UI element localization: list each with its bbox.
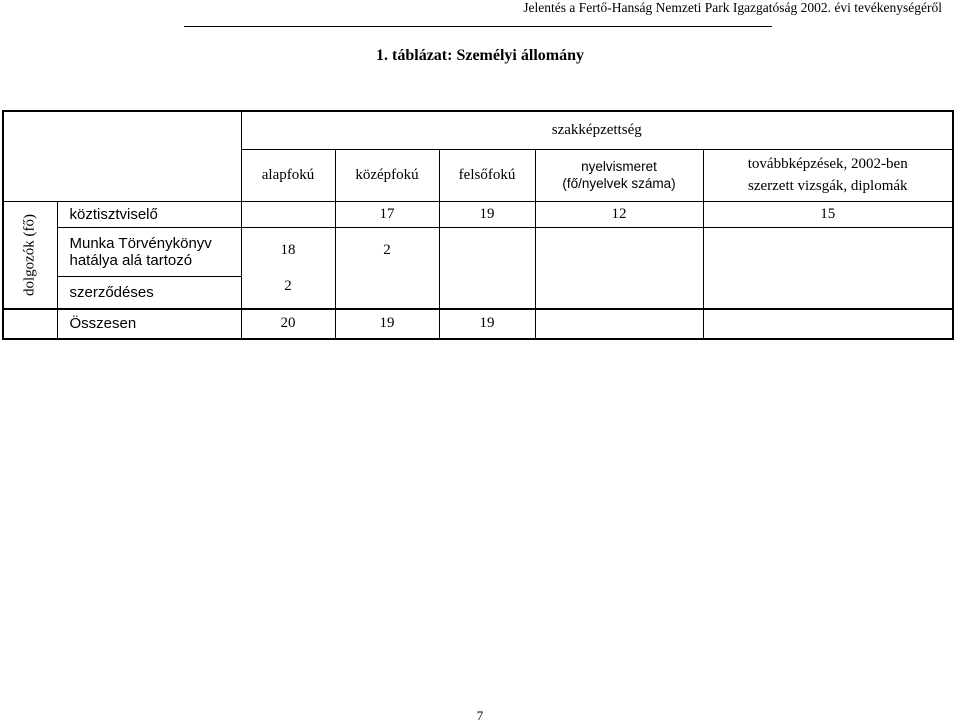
col-header-nyelvismeret-line1: nyelvismeret <box>581 159 657 174</box>
corner-cell <box>3 111 57 149</box>
col-header-tovabbkepzesek-line2: szerzett vizsgák, diplomák <box>747 178 908 194</box>
cell-munka-nyelv <box>535 227 703 309</box>
cell-koztisztviselo-alapfoku <box>241 201 335 227</box>
cell-munka-alapfoku <box>241 227 335 309</box>
corner-cell-label-lower <box>57 149 241 201</box>
cell-koztisztviselo-felsofoku: 19 <box>439 201 535 227</box>
total-spacer-cell <box>3 309 57 339</box>
cell-munka-tovabb <box>703 227 953 309</box>
corner-cell-label <box>57 111 241 149</box>
row-label-szerzodeses: szerződéses <box>57 277 241 309</box>
cell-szerzodeses-alapfoku: 2 <box>284 277 292 294</box>
cell-osszesen-alapfoku: 20 <box>241 309 335 339</box>
col-header-tovabbkepzesek <box>703 149 953 201</box>
col-header-nyelvismeret-line2: (fő/nyelvek száma) <box>562 176 676 191</box>
col-header-felsofoku: felsőfokú <box>439 149 535 201</box>
col-header-nyelvismeret <box>535 149 703 201</box>
cell-munka-kozepfoku <box>335 227 439 309</box>
side-label-cell <box>3 201 57 309</box>
cell-koztisztviselo-tovabb: 15 <box>703 201 953 227</box>
cell-osszesen-kozepfoku: 19 <box>335 309 439 339</box>
cell-osszesen-tovabb <box>703 309 953 339</box>
cell-koztisztviselo-kozepfoku: 17 <box>335 201 439 227</box>
corner-cell-lower <box>3 149 57 201</box>
header-rule <box>184 26 772 27</box>
col-header-alapfoku: alapfokú <box>241 149 335 201</box>
cell-munka-felsofoku <box>439 227 535 309</box>
col-header-tovabbkepzesek-line1: továbbképzések, 2002-ben <box>747 156 908 172</box>
cell-osszesen-nyelv <box>535 309 703 339</box>
table-title: 1. táblázat: Személyi állomány <box>376 47 584 64</box>
cell-koztisztviselo-nyelv: 12 <box>535 201 703 227</box>
row-label-munka <box>57 227 241 277</box>
page-number: 7 <box>476 708 484 723</box>
row-label-koztisztviselo: köztisztviselő <box>57 201 241 227</box>
cell-munka-alapfoku-value: 18 <box>280 241 296 258</box>
row-label-munka-line2: hatálya alá tartozó <box>69 251 193 269</box>
col-header-kozepfoku: középfokú <box>335 149 439 201</box>
side-label-dolgozok: dolgozók (fő) <box>21 213 38 296</box>
row-label-osszesen: Összesen <box>57 309 241 339</box>
staff-table <box>2 110 954 340</box>
cell-osszesen-felsofoku: 19 <box>439 309 535 339</box>
running-header: Jelentés a Fertő-Hanság Nemzeti Park Igazgatóság 2002. évi tevékenységéről <box>523 0 942 15</box>
group-header-szakkepzettseg: szakképzettség <box>241 111 953 149</box>
row-label-munka-line1: Munka Törvénykönyv <box>69 234 212 252</box>
cell-munka-kozepfoku-value: 2 <box>383 241 391 258</box>
